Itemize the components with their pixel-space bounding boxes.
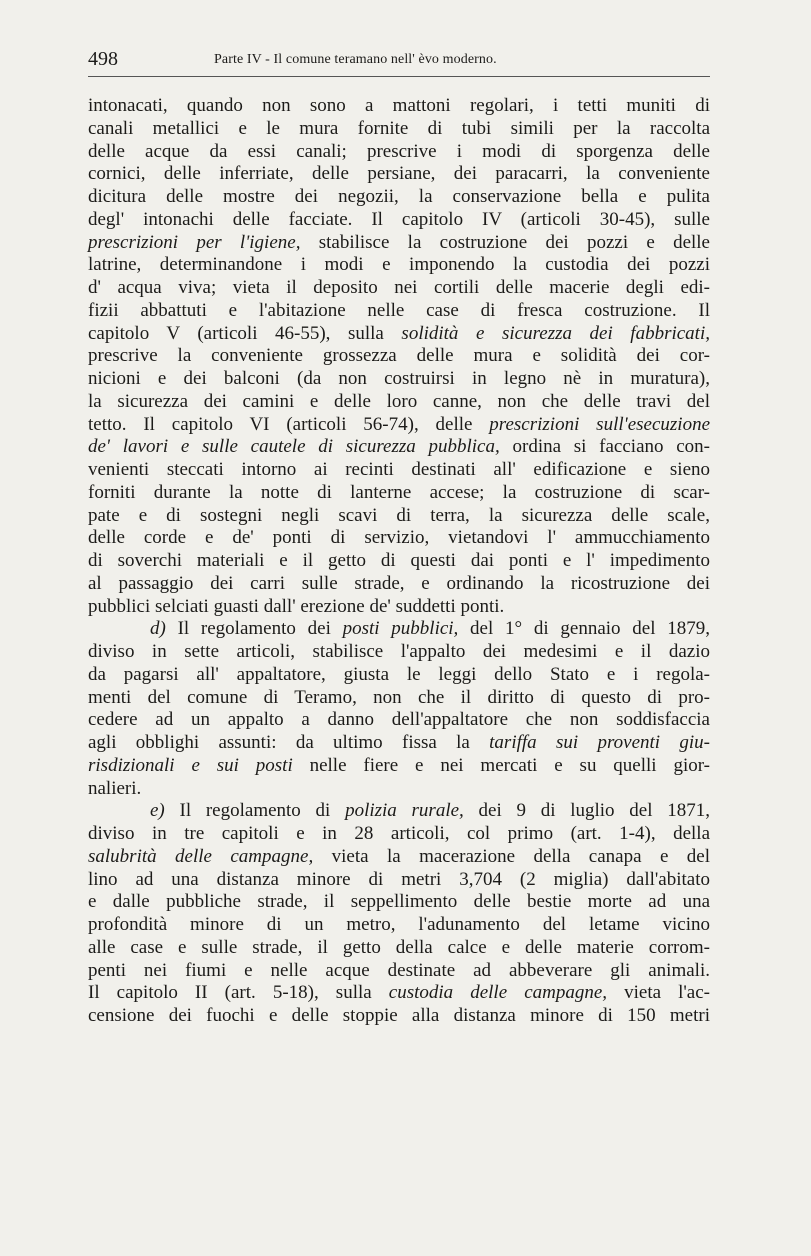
text-line (88, 778, 710, 801)
text-line (88, 186, 710, 209)
text-line (88, 209, 710, 232)
text-line (88, 573, 710, 596)
running-head: Parte IV - Il comune teramano nell' èvo moderno. (214, 52, 497, 67)
text-line (88, 254, 710, 277)
text-segment: nalieri. (88, 777, 142, 799)
text-segment: cornici, delle inferriate, delle persiane, dei paracarri, la conveniente (88, 163, 710, 185)
text-segment: dei 9 di luglio del 1871, (463, 800, 710, 822)
text-segment: penti nei fiumi e nelle acque destinate ad abbeverare gli animali. (88, 959, 710, 981)
text-line (88, 846, 710, 869)
text-segment: di soverchi materiali e il getto di questi dai ponti e l' impedimento (88, 550, 710, 571)
text-segment: vieta l'ac- (607, 982, 710, 1004)
text-line (88, 436, 710, 459)
text-line (88, 163, 710, 186)
italic-segment: solidità e sicurezza dei fabbricati, (401, 322, 710, 344)
text-line (88, 482, 710, 505)
text-segment: delle corde e de' ponti di servizio, vietandovi l' ammucchiamento (88, 527, 710, 549)
text-segment: vieta la macerazione della canapa e del (313, 845, 711, 867)
text-line (88, 800, 710, 823)
italic-segment: d) (150, 618, 166, 640)
text-line (88, 937, 710, 960)
text-line (88, 823, 710, 846)
italic-segment: risdizionali e sui posti (88, 754, 293, 776)
italic-segment: e) (150, 800, 165, 822)
text-segment: diviso in tre capitoli e in 28 articoli, col primo (art. 1-4), della (88, 823, 710, 844)
text-segment: cedere ad un appalto a danno dell'appaltatore che non soddisfaccia (88, 709, 710, 731)
text-line (88, 527, 710, 550)
italic-segment: tariffa sui proventi giu- (489, 732, 710, 753)
text-segment: nicioni e dei balconi (da non costruirsi in legno nè in muratura), (88, 368, 710, 389)
italic-segment: custodia delle campagne, (388, 982, 608, 1004)
text-segment: e dalle pubbliche strade, il seppellimento delle bestie morte ad una (88, 891, 710, 913)
text-segment: diviso in sette articoli, stabilisce l'appalto dei medesimi e il dazio (88, 641, 710, 662)
text-line (88, 550, 710, 573)
italic-segment: prescrizioni sull'esecuzione (489, 413, 710, 435)
text-segment: pubblici selciati guasti dall' erezione de' suddetti ponti. (88, 595, 505, 617)
text-segment: profondità minore di un metro, l'adunamento del letame vicino (88, 914, 710, 935)
text-segment: lino ad una distanza minore di metri 3,704 (2 miglia) dall'abitato (88, 868, 710, 890)
text-line (88, 732, 710, 755)
text-segment: delle acque da essi canali; prescrive i modi di sporgenza delle (88, 140, 710, 162)
text-line (88, 687, 710, 710)
text-segment: agli obblighi assunti: da ultimo fissa la (88, 732, 490, 753)
text-segment: forniti durante la notte di lanterne accese; la costruzione di scar- (88, 481, 710, 503)
text-line (88, 982, 710, 1005)
text-line (88, 1005, 710, 1028)
text-segment: pate e di sostegni negli scavi di terra, la sicurezza delle scale, (88, 504, 710, 526)
text-line (88, 345, 710, 368)
text-line (88, 141, 710, 164)
text-line (88, 891, 710, 914)
text-segment: prescrive la conveniente grossezza delle mura e solidità dei cor- (88, 345, 710, 367)
page-number: 498 (88, 48, 118, 70)
text-segment: fizii abbattuti e l'abitazione nelle case di fresca costruzione. Il (88, 299, 710, 321)
text-segment: alle case e sulle strade, il getto della calce e delle materie corrom- (88, 936, 710, 958)
text-segment: al passaggio dei carri sulle strade, e ordinando la ricostruzione dei (88, 572, 710, 594)
text-segment: nelle fiere e nei mercati e su quelli gior- (292, 754, 710, 776)
text-line (88, 391, 710, 414)
text-segment: menti del comune di Teramo, non che il diritto di questo di pro- (88, 686, 710, 708)
text-segment: Il regolamento di (164, 800, 346, 822)
page-header (88, 44, 710, 77)
text-segment: capitolo V (articoli 46-55), sulla (88, 322, 402, 344)
text-segment: stabilisce la costruzione dei pozzi e delle (300, 231, 710, 253)
text-line (88, 232, 710, 255)
text-line (88, 664, 710, 687)
text-segment: dicitura delle mostre dei negozii, la conservazione bella e pulita (88, 186, 710, 207)
text-line (88, 914, 710, 937)
text-segment: Il capitolo II (art. 5-18), sulla (88, 982, 389, 1004)
text-segment: degl' intonachi delle facciate. Il capitolo IV (articoli 30-45), sulle (88, 208, 710, 230)
text-line (88, 323, 710, 346)
text-segment: venienti steccati intorno ai recinti destinati all' edificazione e sieno (88, 459, 710, 480)
text-line (88, 277, 710, 300)
text-line (88, 95, 710, 118)
text-segment: ordina si facciano con- (499, 436, 711, 458)
italic-segment: prescrizioni per l'igiene, (88, 231, 301, 253)
text-segment: intonacati, quando non sono a mattoni regolari, i tetti muniti di (88, 95, 710, 116)
text-line (88, 709, 710, 732)
italic-segment: posti pubblici, (342, 618, 459, 640)
text-segment: d' acqua viva; vieta il deposito nei cortili delle macerie degli edi- (88, 277, 710, 298)
italic-segment: polizia rurale, (345, 800, 464, 822)
text-line (88, 596, 710, 619)
text-segment: del 1° di gennaio del 1879, (458, 618, 710, 640)
text-line (88, 869, 710, 892)
text-line (88, 118, 710, 141)
text-line (88, 755, 710, 778)
text-segment: censione dei fuochi e delle stoppie alla distanza minore di 150 metri (88, 1005, 710, 1026)
body-text (88, 95, 710, 1028)
text-line (88, 641, 710, 664)
text-line (88, 368, 710, 391)
text-line (88, 505, 710, 528)
text-line (88, 618, 710, 641)
text-segment: Il regolamento dei (165, 618, 343, 640)
text-line (88, 414, 710, 437)
text-segment: tetto. Il capitolo VI (articoli 56-74), delle (88, 413, 490, 435)
text-segment: la sicurezza dei camini e delle loro canne, non che delle travi del (88, 390, 710, 412)
text-segment: canali metallici e le mura fornite di tubi simili per la raccolta (88, 117, 710, 139)
text-line (88, 300, 710, 323)
italic-segment: salubrità delle campagne, (88, 845, 314, 867)
text-line (88, 960, 710, 983)
italic-segment: de' lavori e sulle cautele di sicurezza pubblica, (88, 436, 500, 458)
text-segment: latrine, determinandone i modi e imponendo la custodia dei pozzi (88, 254, 710, 276)
text-line (88, 459, 710, 482)
text-segment: da pagarsi all' appaltatore, giusta le leggi dello Stato e i regola- (88, 663, 710, 685)
